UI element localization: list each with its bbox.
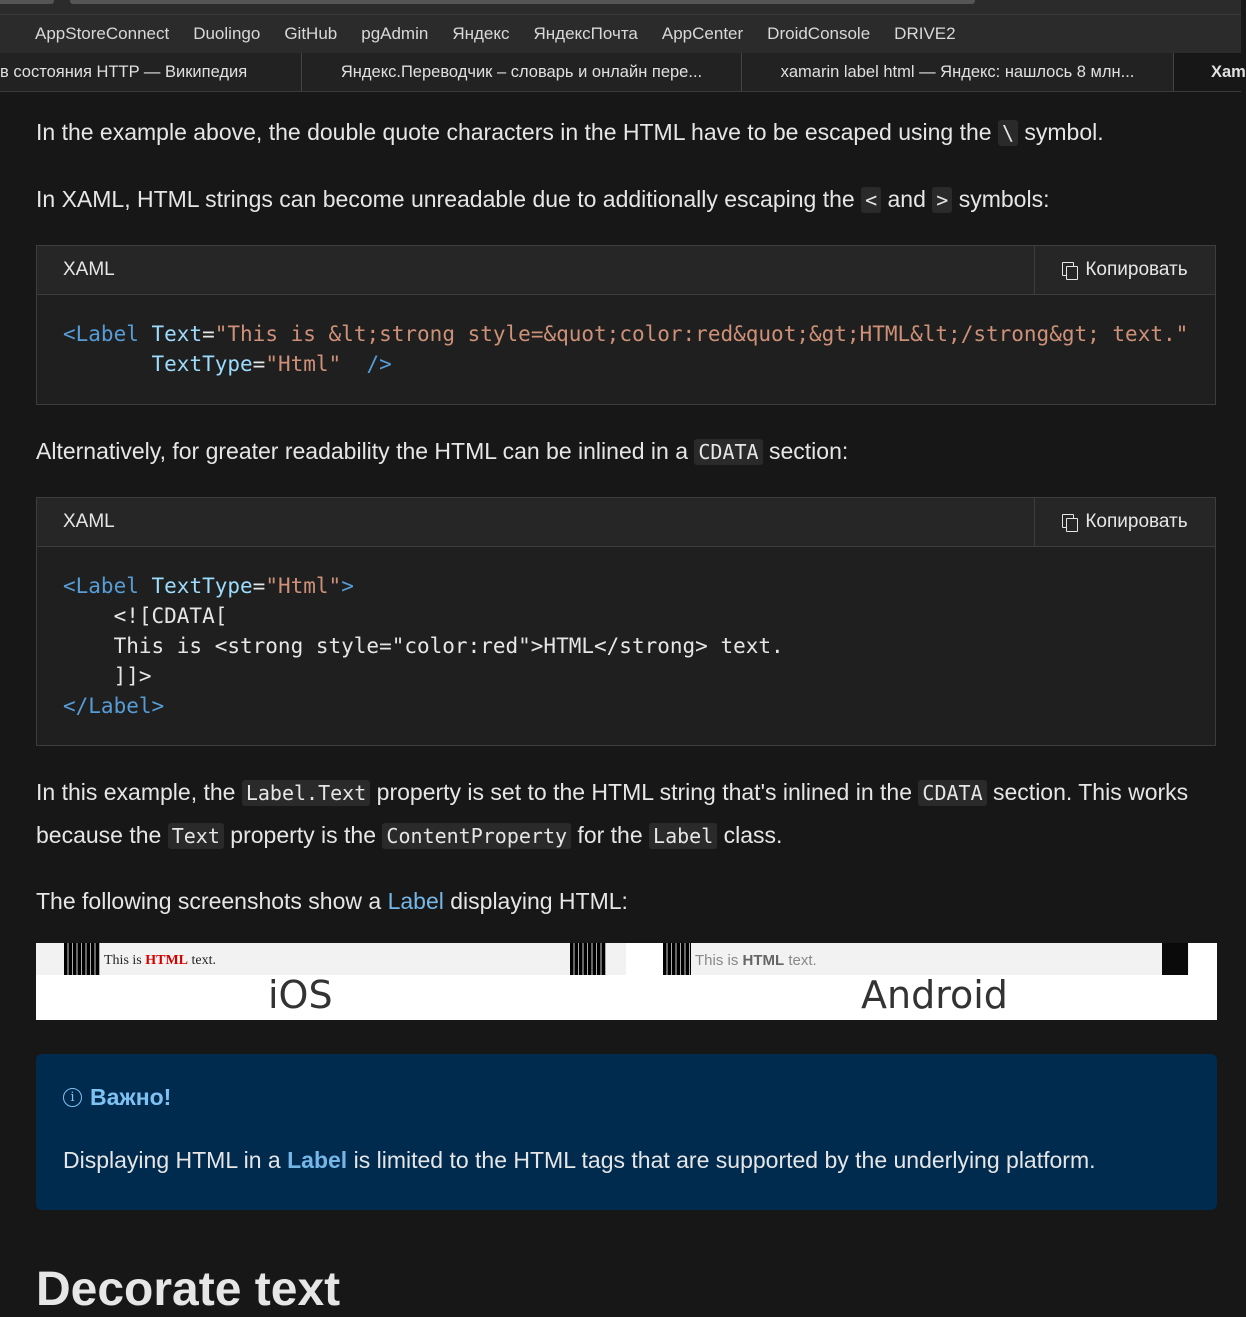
bookmark-appcenter[interactable]: AppCenter [661, 24, 744, 43]
address-bar[interactable] [70, 0, 975, 4]
section-heading-decorate-text: Decorate text [36, 1263, 341, 1316]
paragraph-screenshots-intro: The following screenshots show a Label displaying HTML: [36, 888, 628, 914]
alert-label-link[interactable]: Label [287, 1147, 348, 1173]
bookmark-droidconsole[interactable]: DroidConsole [767, 24, 871, 43]
inline-code-cdata: CDATA [918, 780, 986, 806]
tab-yandex-translate[interactable]: Яндекс.Переводчик – словарь и онлайн пере... [302, 53, 742, 91]
code-content[interactable]: <Label TextType="Html"> <![CDATA[ This is <strong style="color:red">HTML</strong> text. ]]> </Label> [63, 574, 784, 718]
inline-code-label-text: Label.Text [242, 780, 370, 806]
important-alert [36, 1054, 1217, 1210]
copy-button[interactable]: Копировать [1034, 498, 1215, 546]
ios-html-sample: This is HTML text. [104, 953, 217, 968]
ios-caption: iOS [268, 973, 333, 1017]
inline-code-lt: < [861, 187, 881, 213]
bookmark-pgadmin[interactable]: pgAdmin [361, 24, 429, 43]
inline-code-cdata: CDATA [694, 439, 762, 465]
tab-yandex-search[interactable]: xamarin label html — Яндекс: нашлось 8 млн... [742, 53, 1174, 91]
code-block-cdata [36, 497, 1216, 746]
inline-code-gt: > [932, 187, 952, 213]
code-language-label: XAML [63, 511, 115, 532]
bookmark-github[interactable]: GitHub [284, 24, 338, 43]
alert-title: i Важно! [63, 1084, 171, 1111]
tab-wikipedia-http[interactable]: в состояния HTTP — Википедия [0, 53, 302, 91]
inline-code-text: Text [168, 823, 224, 849]
info-icon: i [63, 1088, 82, 1107]
code-block-header [37, 246, 1215, 295]
screenshots-image [36, 943, 1217, 1020]
inline-code-backslash: \ [998, 120, 1018, 146]
browser-top-strip [0, 0, 1241, 15]
code-block-escaped [36, 245, 1216, 405]
android-html-sample: This is HTML text. [695, 952, 817, 969]
paragraph-xaml-unreadable: In XAML, HTML strings can become unreadable due to additionally escaping the < and > symbols: [36, 186, 1050, 212]
inline-code-label: Label [649, 823, 717, 849]
android-caption: Android [861, 973, 1008, 1017]
alert-text: Displaying HTML in a Label is limited to the HTML tags that are supported by the underlying platform. [63, 1147, 1096, 1173]
ios-bar-right [570, 943, 606, 975]
copy-icon [1062, 262, 1076, 278]
paragraph-escaping: In the example above, the double quote characters in the HTML have to be escaped using the \ symbol. [36, 119, 1104, 145]
inline-code-contentproperty: ContentProperty [382, 823, 571, 849]
bookmark-appstoreconnect[interactable]: AppStoreConnect [35, 24, 170, 43]
code-language-label: XAML [63, 259, 115, 280]
bookmark-drive2[interactable]: DRIVE2 [894, 24, 956, 43]
bookmarks-bar [0, 15, 1241, 53]
copy-button[interactable]: Копировать [1034, 246, 1215, 294]
toolbar-control[interactable] [0, 0, 54, 4]
ios-bar-left [64, 943, 100, 975]
paragraph-cdata-intro: Alternatively, for greater readability the HTML can be inlined in a CDATA section: [36, 438, 849, 464]
label-link[interactable]: Label [387, 888, 444, 914]
android-bar-left [663, 943, 691, 975]
paragraph-cdata-explanation: In this example, the Label.Text property is set to the HTML string that's inlined in the CDATA section. This works because the Text property is the ContentProperty for the Label class. [36, 779, 1189, 848]
android-bar-right [1162, 943, 1188, 975]
tab-bar [0, 53, 1246, 92]
bookmark-yandex-mail[interactable]: ЯндексПочта [533, 24, 638, 43]
bookmark-yandex[interactable]: Яндекс [452, 24, 510, 43]
tab-xamarin-active[interactable]: Xam [1174, 53, 1241, 91]
code-content[interactable]: <Label Text="This is &lt;strong style=&quot;color:red&quot;&gt;HTML&lt;/strong&gt; text." TextType="Html" /> [63, 322, 1189, 376]
bookmark-duolingo[interactable]: Duolingo [193, 24, 261, 43]
code-block-header [37, 498, 1215, 547]
copy-icon [1062, 514, 1076, 530]
